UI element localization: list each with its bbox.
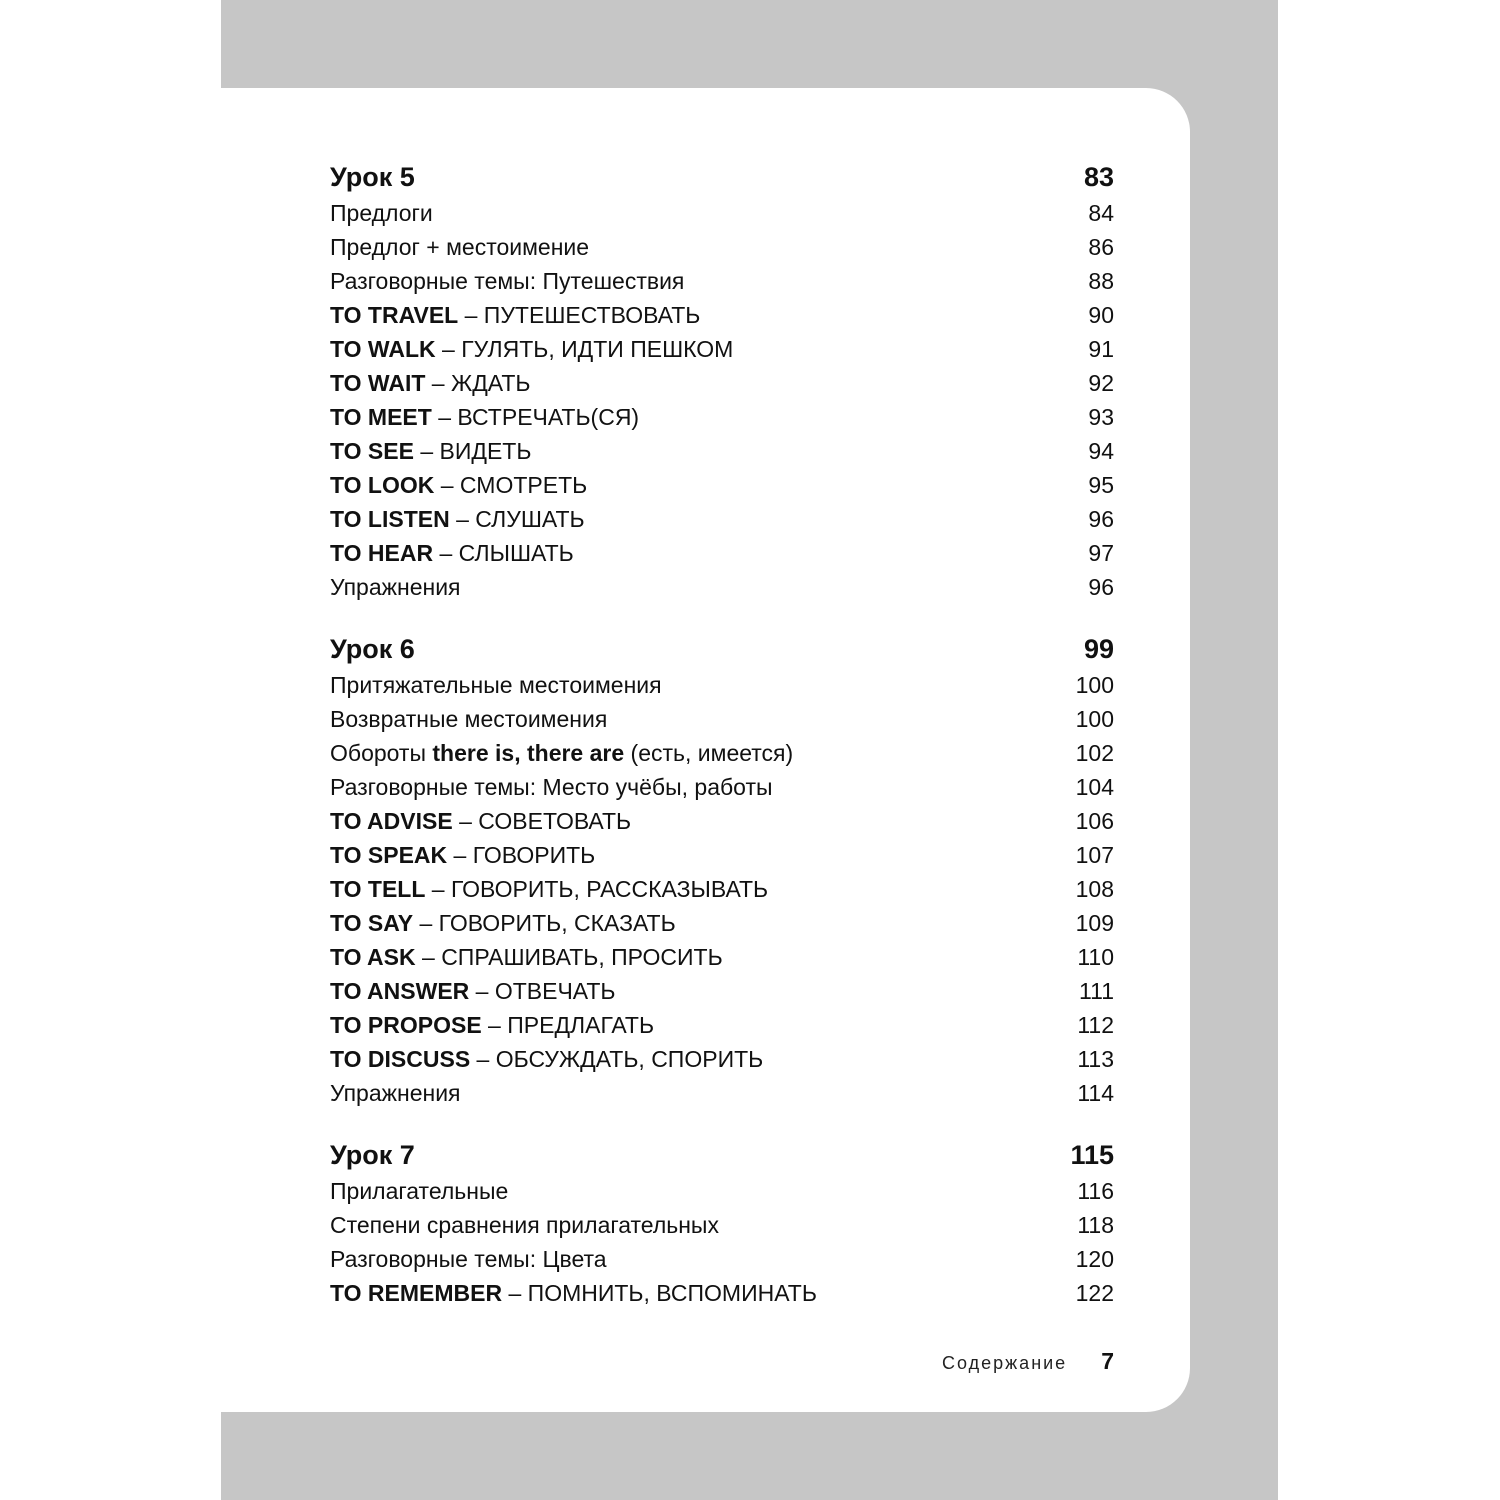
entry-title: TO ANSWER – ОТВЕЧАТЬ xyxy=(330,978,616,1004)
toc-entry xyxy=(330,366,1114,400)
lesson-heading xyxy=(330,630,1114,668)
lesson-6-section xyxy=(330,630,1114,1110)
toc-entry xyxy=(330,570,1114,604)
lesson-5-section xyxy=(330,158,1114,604)
entry-page: 90 xyxy=(1088,302,1114,328)
entry-page: 104 xyxy=(1075,774,1114,800)
toc-entry xyxy=(330,434,1114,468)
toc-entry xyxy=(330,1242,1114,1276)
lesson-page: 115 xyxy=(1070,1140,1114,1170)
entry-title: Предлоги xyxy=(330,200,433,226)
toc-entry xyxy=(330,1276,1114,1310)
toc-entry xyxy=(330,906,1114,940)
entry-page: 100 xyxy=(1075,672,1114,698)
entry-title: TO HEAR – СЛЫШАТЬ xyxy=(330,540,574,566)
toc-entry xyxy=(330,400,1114,434)
entry-page: 106 xyxy=(1075,808,1114,834)
toc-entry xyxy=(330,838,1114,872)
toc-entry xyxy=(330,332,1114,366)
entry-page: 94 xyxy=(1088,438,1114,464)
toc-entry xyxy=(330,872,1114,906)
toc-entry xyxy=(330,1174,1114,1208)
toc-entry xyxy=(330,264,1114,298)
entry-page: 118 xyxy=(1077,1212,1114,1238)
lesson-page: 83 xyxy=(1083,162,1114,192)
entry-page: 84 xyxy=(1088,200,1114,226)
entry-title: TO WAIT – ЖДАТЬ xyxy=(330,370,531,396)
entry-title: TO SAY – ГОВОРИТЬ, СКАЗАТЬ xyxy=(330,910,676,936)
entry-title: Разговорные темы: Путешествия xyxy=(330,268,685,294)
toc-entry xyxy=(330,1042,1114,1076)
entry-page: 91 xyxy=(1088,336,1114,362)
toc-entry xyxy=(330,668,1114,702)
toc-entry xyxy=(330,940,1114,974)
toc-entry xyxy=(330,770,1114,804)
lesson-page: 99 xyxy=(1083,634,1114,664)
entry-page: 97 xyxy=(1088,540,1114,566)
entry-page: 109 xyxy=(1075,910,1114,936)
toc-entry xyxy=(330,702,1114,736)
lesson-title: Урок 7 xyxy=(330,1140,415,1170)
toc-entry xyxy=(330,1076,1114,1110)
entry-title: TO LOOK – СМОТРЕТЬ xyxy=(330,472,588,498)
entry-page: 108 xyxy=(1075,876,1114,902)
entry-title: TO TELL – ГОВОРИТЬ, РАССКАЗЫВАТЬ xyxy=(330,876,769,902)
table-of-contents xyxy=(330,158,1114,1336)
toc-entry xyxy=(330,230,1114,264)
lesson-title: Урок 6 xyxy=(330,634,415,664)
entry-page: 86 xyxy=(1088,234,1114,260)
entry-title: TO TRAVEL – ПУТЕШЕСТВОВАТЬ xyxy=(330,302,701,328)
entry-title: Возвратные местоимения xyxy=(330,706,608,732)
entry-title: Упражнения xyxy=(330,1080,461,1106)
entry-title: TO LISTEN – СЛУШАТЬ xyxy=(330,506,585,532)
entry-title: TO DISCUSS – ОБСУЖДАТЬ, СПОРИТЬ xyxy=(330,1046,764,1072)
lesson-heading xyxy=(330,1136,1114,1174)
toc-entry xyxy=(330,804,1114,838)
entry-title: TO MEET – ВСТРЕЧАТЬ(СЯ) xyxy=(330,404,640,430)
entry-title: Обороты there is, there are (есть, имеется) xyxy=(330,740,794,766)
entry-page: 96 xyxy=(1088,506,1114,532)
toc-entry xyxy=(330,196,1114,230)
entry-title: Упражнения xyxy=(330,574,461,600)
running-title: Содержание xyxy=(942,1353,1068,1373)
toc-entry xyxy=(330,1008,1114,1042)
entry-page: 112 xyxy=(1077,1012,1114,1038)
entry-page: 120 xyxy=(1075,1246,1114,1272)
entry-page: 88 xyxy=(1088,268,1114,294)
page-number: 7 xyxy=(1101,1348,1114,1374)
entry-page: 102 xyxy=(1075,740,1114,766)
entry-page: 95 xyxy=(1088,472,1114,498)
entry-title: Разговорные темы: Цвета xyxy=(330,1246,607,1272)
lesson-title: Урок 5 xyxy=(330,162,415,192)
lesson-7-section xyxy=(330,1136,1114,1310)
entry-title: TO PROPOSE – ПРЕДЛАГАТЬ xyxy=(330,1012,655,1038)
lesson-heading xyxy=(330,158,1114,196)
entry-title: Притяжательные местоимения xyxy=(330,672,662,698)
entry-title: TO ASK – СПРАШИВАТЬ, ПРОСИТЬ xyxy=(330,944,723,970)
entry-page: 113 xyxy=(1077,1046,1114,1072)
toc-entry xyxy=(330,974,1114,1008)
entry-title: TO WALK – ГУЛЯТЬ, ИДТИ ПЕШКОМ xyxy=(330,336,734,362)
entry-page: 110 xyxy=(1077,944,1114,970)
entry-title: Предлог + местоимение xyxy=(330,234,590,260)
entry-title: Степени сравнения прилагательных xyxy=(330,1212,719,1238)
entry-title: Прилагательные xyxy=(330,1178,509,1204)
entry-title: TO SPEAK – ГОВОРИТЬ xyxy=(330,842,596,868)
toc-entry xyxy=(330,536,1114,570)
entry-page: 114 xyxy=(1077,1080,1114,1106)
entry-title: TO REMEMBER – ПОМНИТЬ, ВСПОМИНАТЬ xyxy=(330,1280,817,1306)
toc-entry xyxy=(330,502,1114,536)
entry-page: 111 xyxy=(1079,978,1114,1004)
entry-page: 107 xyxy=(1075,842,1114,868)
entry-page: 96 xyxy=(1088,574,1114,600)
toc-entry xyxy=(330,468,1114,502)
toc-entry xyxy=(330,736,1114,770)
entry-page: 100 xyxy=(1075,706,1114,732)
entry-title: Разговорные темы: Место учёбы, работы xyxy=(330,774,773,800)
toc-entry xyxy=(330,298,1114,332)
entry-page: 116 xyxy=(1077,1178,1114,1204)
entry-page: 93 xyxy=(1088,404,1114,430)
entry-page: 122 xyxy=(1075,1280,1114,1306)
entry-page: 92 xyxy=(1088,370,1114,396)
entry-title: TO ADVISE – СОВЕТОВАТЬ xyxy=(330,808,632,834)
entry-title: TO SEE – ВИДЕТЬ xyxy=(330,438,532,464)
toc-entry xyxy=(330,1208,1114,1242)
page-footer xyxy=(900,1348,1114,1375)
